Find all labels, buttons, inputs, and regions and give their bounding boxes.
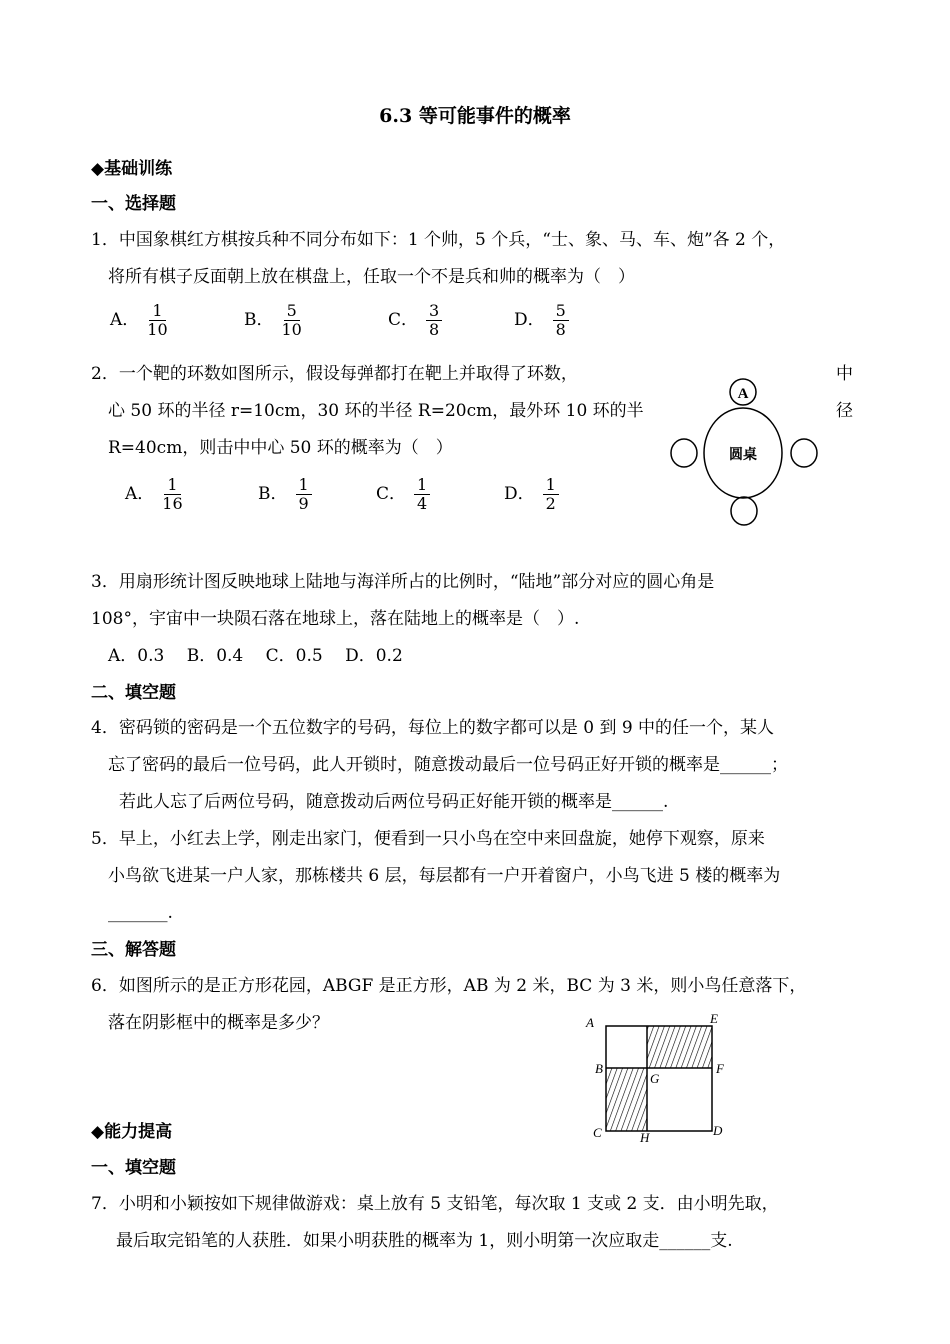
page-title: 6.3 等可能事件的概率: [379, 105, 571, 127]
svg-text:E: E: [710, 1011, 718, 1026]
q3-options: A．0.3 B．0.4 C．0.5 D．0.2: [108, 646, 403, 666]
part-fill: 二、填空题: [91, 683, 176, 703]
seat-a-label: A: [737, 386, 749, 402]
q2-line2-end: 径: [836, 401, 853, 421]
q4-line2: 忘了密码的最后一位号码，此人开锁时，随意拨动最后一位号码正好开锁的概率是______；: [108, 755, 788, 775]
shaded-region-bcgh: [606, 1068, 647, 1131]
q3-line2: 108°，宇宙中一块陨石落在地球上，落在陆地上的概率是（ ）.: [91, 609, 580, 629]
svg-text:C: C: [593, 1125, 602, 1140]
q6-line1: 6．如图所示的是正方形花园，ABGF 是正方形，AB 为 2 米，BC 为 3 米，则小鸟任意落下，: [91, 976, 807, 996]
q1-option-d: D． $\frac{5}{8}$: [514, 302, 569, 339]
q2-line1: 2．一个靶的环数如图所示，假设每弹都打在靶上并取得了环数，: [91, 364, 578, 384]
q4-line1: 4．密码锁的密码是一个五位数字的号码，每位上的数字都可以是 0 到 9 中的任一个，某人: [91, 718, 775, 738]
svg-text:G: G: [650, 1071, 660, 1086]
q2-option-d: D． $\frac{1}{2}$: [504, 476, 559, 513]
q2-line3: R=40cm，则击中中心 50 环的概率为（ ）: [108, 438, 453, 458]
q5-line3: _______.: [108, 903, 173, 923]
table-label: 圆桌: [729, 447, 757, 463]
q1-option-b: B． $\frac{5}{10}$: [244, 301, 302, 339]
svg-text:H: H: [640, 1130, 650, 1145]
q2-option-a: A． $\frac{1}{16}$: [125, 475, 183, 513]
q7-line1: 7．小明和小颖按如下规律做游戏：桌上放有 5 支铅笔，每次取 1 支或 2 支．由小明先取，: [91, 1194, 779, 1214]
svg-text:F: F: [716, 1061, 724, 1076]
part-answer: 三、解答题: [91, 940, 176, 960]
q1-option-c: C． $\frac{3}{8}$: [388, 302, 442, 339]
q1-line2: 将所有棋子反面朝上放在棋盘上，任取一个不是兵和帅的概率为（ ）: [108, 267, 635, 287]
q1-line1: 1．中国象棋红方棋按兵种不同分布如下：1 个帅，5 个兵，“士、象、马、车、炮”各 2 个，: [91, 230, 786, 250]
svg-text:A: A: [586, 1015, 594, 1030]
section-advanced: ◆能力提高: [91, 1122, 173, 1142]
q5-line1: 5．早上，小红去上学，刚走出家门，便看到一只小鸟在空中来回盘旋，她停下观察，原来: [91, 829, 765, 849]
q7-line2: 最后取完铅笔的人获胜．如果小明获胜的概率为 1，则小明第一次应取走______支.: [116, 1231, 733, 1251]
q1-option-a: A． $\frac{1}{10}$: [110, 301, 168, 339]
part-choice: 一、选择题: [91, 194, 176, 214]
svg-text:D: D: [713, 1123, 723, 1138]
q2-option-b: B． $\frac{1}{9}$: [258, 476, 312, 513]
part-fill-2: 一、填空题: [91, 1158, 176, 1178]
section-basic: ◆基础训练: [91, 159, 173, 179]
shaded-region-gefe: [647, 1026, 712, 1068]
q4-line3: 若此人忘了后两位号码，随意拨动后两位号码正好能开锁的概率是______.: [119, 792, 669, 812]
svg-text:B: B: [595, 1061, 603, 1076]
q6-line2: 落在阴影框中的概率是多少？: [108, 1013, 329, 1033]
q2-line2: 心 50 环的半径 r=10cm，30 环的半径 R=20cm，最外环 10 环的半: [108, 401, 644, 421]
q5-line2: 小鸟欲飞进某一户人家，那栋楼共 6 层，每层都有一户开着窗户，小鸟飞进 5 楼的概率为: [108, 866, 781, 886]
q2-line1-end: 中: [836, 364, 853, 384]
q3-line1: 3．用扇形统计图反映地球上陆地与海洋所占的比例时，“陆地”部分对应的圆心角是: [91, 572, 715, 592]
q2-option-c: C． $\frac{1}{4}$: [376, 476, 430, 513]
